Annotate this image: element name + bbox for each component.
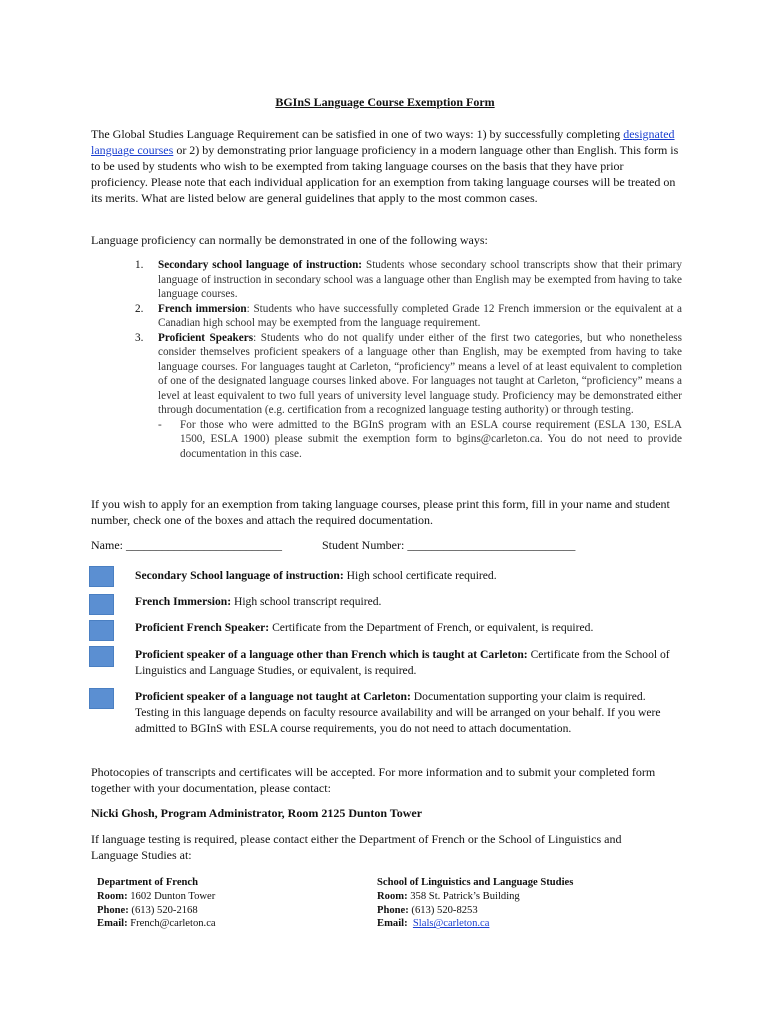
slals-email-link[interactable]: Slals@carleton.ca	[412, 918, 490, 930]
checkbox-proficient-french[interactable]	[89, 620, 114, 641]
testing-note: If language testing is required, please contact either the Department of French or the School of Linguistics and Language Studies at:	[91, 832, 622, 862]
list-item: 3. Proficient Speakers: Students who do not qualify under either of the first two categories, but who nonetheless consider themselves proficient speakers of a language other than English, may be exempted from having to take language courses. For languages taught at Carleton, “proficiency” means a level of at least equivalent to completion of one of the designated language courses linked above. For languages not taught at Carleton, “proficiency” means a level at least equivalent to two full years of university level language study. Proficiency may be demonstrated either through documentation (e.g. certification from a recognized language testing authority) or through testing.	[135, 331, 682, 416]
checkbox-taught-at-carleton[interactable]	[89, 646, 114, 667]
esla-note: - For those who were admitted to the BGInS program with an ESLA course requirement (ESLA 130, ESLA 1500, ESLA 1900) please submit the exemption form to bgins@carleton.ca. You do not need to provide documentation in this case.	[158, 418, 682, 460]
student-number-field[interactable]: Student Number: ____________________________	[322, 538, 576, 552]
option-taught-at-carleton: Proficient speaker of a language other than French which is taught at Carleton: Certificate from the School of Linguistics and Language Studies, or equivalent, is required.	[135, 648, 670, 677]
option-proficient-french: Proficient French Speaker: Certificate from the Department of French, or equivalent, is required.	[135, 621, 594, 634]
option-french-immersion: French Immersion: High school transcript required.	[135, 595, 382, 608]
contact-french: Department of French Room: 1602 Dunton Tower Phone: (613) 520-2168 Email: French@carleton.ca	[97, 877, 216, 930]
designated-courses-link[interactable]: designated language courses	[91, 127, 675, 157]
proficiency-intro: Language proficiency can normally be demonstrated in one of the following ways:	[91, 233, 488, 247]
checkbox-not-taught-at-carleton[interactable]	[89, 688, 114, 709]
list-item: 1. Secondary school language of instruction: Students whose secondary school transcripts show that their primary language of instruction in secondary school was a language other than English may be exempted from having to take language courses.	[135, 259, 682, 300]
name-row	[91, 538, 575, 553]
intro-paragraph: The Global Studies Language Requirement can be satisfied in one of two ways: 1) by successfully completing designated language courses or 2) by demonstrating prior language proficiency in a modern language other than English. This form is to be used by students who wish to be exempted from taking language courses on the basis that they have prior proficiency. Please note that each individual application for an exemption from taking language courses will be treated on its merits. What are listed below are general guidelines that apply to the most common cases.	[91, 127, 679, 205]
checkbox-secondary-school[interactable]	[89, 566, 114, 587]
photocopies-note: Photocopies of transcripts and certificates will be accepted. For more information and to submit your completed form together with your documentation, please contact:	[91, 765, 656, 795]
contact-slals: School of Linguistics and Language Studies Room: 358 St. Patrick’s Building Phone: (613) 520-8253 Email: Slals@carleton.ca	[377, 877, 574, 930]
proficiency-ways-list	[135, 258, 682, 461]
option-not-taught-at-carleton: Proficient speaker of a language not taught at Carleton: Documentation supporting your claim is required. Testing in this language depends on faculty resource availability and will be arranged on your behalf. If you were admitted to BGInS with ESLA course requirements, you do not need to attach documentation.	[135, 690, 661, 735]
option-secondary-school: Secondary School language of instruction: High school certificate required.	[135, 569, 497, 582]
form-title: BGInS Language Course Exemption Form	[275, 95, 495, 109]
apply-instructions: If you wish to apply for an exemption from taking language courses, please print this form, fill in your name and student number, check one of the boxes and attach the required documentation.	[91, 497, 670, 527]
french-email[interactable]: French@carleton.ca	[127, 918, 216, 930]
program-administrator: Nicki Ghosh, Program Administrator, Room 2125 Dunton Tower	[91, 806, 423, 820]
list-item: 2. French immersion: Students who have successfully completed Grade 12 French immersion or the equivalent at a Canadian high school may be exempted from the language requirement.	[135, 302, 682, 329]
checkbox-french-immersion[interactable]	[89, 594, 114, 615]
name-field[interactable]: Name: __________________________	[91, 538, 282, 552]
